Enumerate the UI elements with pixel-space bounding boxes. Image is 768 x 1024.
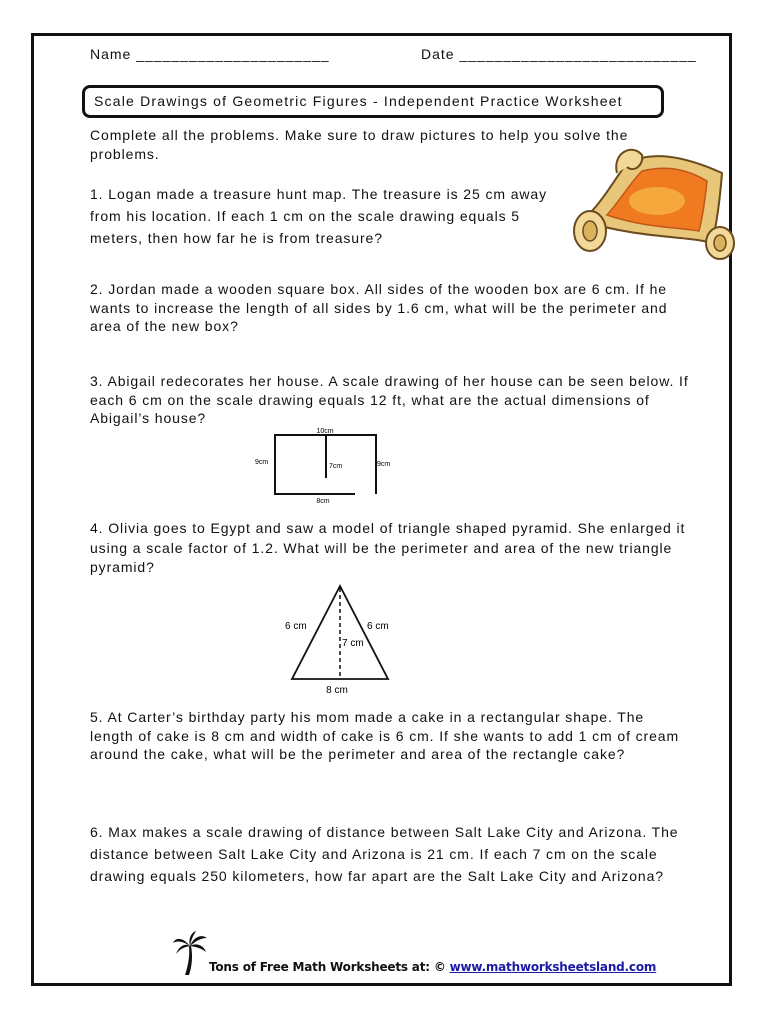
worksheet-title: Scale Drawings of Geometric Figures - Independent Practice Worksheet bbox=[82, 85, 664, 118]
triangle-right-label: 6 cm bbox=[367, 621, 389, 632]
treasure-map-scroll-icon bbox=[572, 143, 738, 261]
problem-6: 6. Max makes a scale drawing of distance between Salt Lake City and Arizona. The distance between Salt Lake City and Arizona is 21 cm. If each 7 cm on the scale drawing equals 250 kilometers, how far apart are the Salt Lake City and Arizona? bbox=[90, 824, 679, 884]
footer-text bbox=[209, 960, 656, 974]
footer bbox=[172, 930, 657, 980]
instructions: Complete all the problems. Make sure to draw pictures to help you solve the problems. bbox=[90, 127, 629, 162]
house-inner-label: 7cm bbox=[329, 463, 343, 470]
triangle-left-label: 6 cm bbox=[285, 621, 307, 632]
house-left-label: 9cm bbox=[255, 459, 269, 466]
triangle-base-label: 8 cm bbox=[326, 685, 348, 696]
name-field[interactable]: Name ______________________ bbox=[90, 46, 330, 62]
footer-link[interactable]: www.mathworksheetsland.com bbox=[449, 960, 657, 974]
problem-3: 3. Abigail redecorates her house. A scale drawing of her house can be seen below. If each 6 cm on the scale drawing equals 12 ft, what are the actual dimensions of Abigail’s house? bbox=[90, 373, 689, 426]
footer-label: Tons of Free Math Worksheets at: © bbox=[209, 960, 450, 974]
problem-5: 5. At Carter’s birthday party his mom made a cake in a rectangular shape. The length of cake is 8 cm and width of cake is 6 cm. If she wants to add 1 cm of cream around the cake, what will be the perimeter and area of the rectangle cake? bbox=[90, 709, 680, 762]
triangle-height-label: 7 cm bbox=[342, 638, 364, 649]
problem-4: 4. Olivia goes to Egypt and saw a model of triangle shaped pyramid. She enlarged it using a scale factor of 1.2. What will be the perimeter and area of the new triangle pyramid? bbox=[90, 520, 686, 575]
problem-1: 1. Logan made a treasure hunt map. The treasure is 25 cm away from his location. If each 1 cm on the scale drawing equals 5 meters, then how far he is from treasure? bbox=[90, 186, 547, 246]
house-right-label: 9cm bbox=[377, 461, 391, 468]
house-floor-plan bbox=[250, 425, 410, 507]
triangle-pyramid-figure bbox=[280, 584, 420, 696]
house-top-label: 10cm bbox=[316, 428, 334, 435]
house-bottom-label: 8cm bbox=[316, 498, 330, 505]
date-field[interactable]: Date ___________________________ bbox=[421, 46, 697, 62]
palm-tree-icon bbox=[172, 930, 208, 976]
problem-2: 2. Jordan made a wooden square box. All sides of the wooden box are 6 cm. If he wants to increase the length of all sides by 1.6 cm, what will be the perimeter and area of the new box? bbox=[90, 281, 668, 334]
